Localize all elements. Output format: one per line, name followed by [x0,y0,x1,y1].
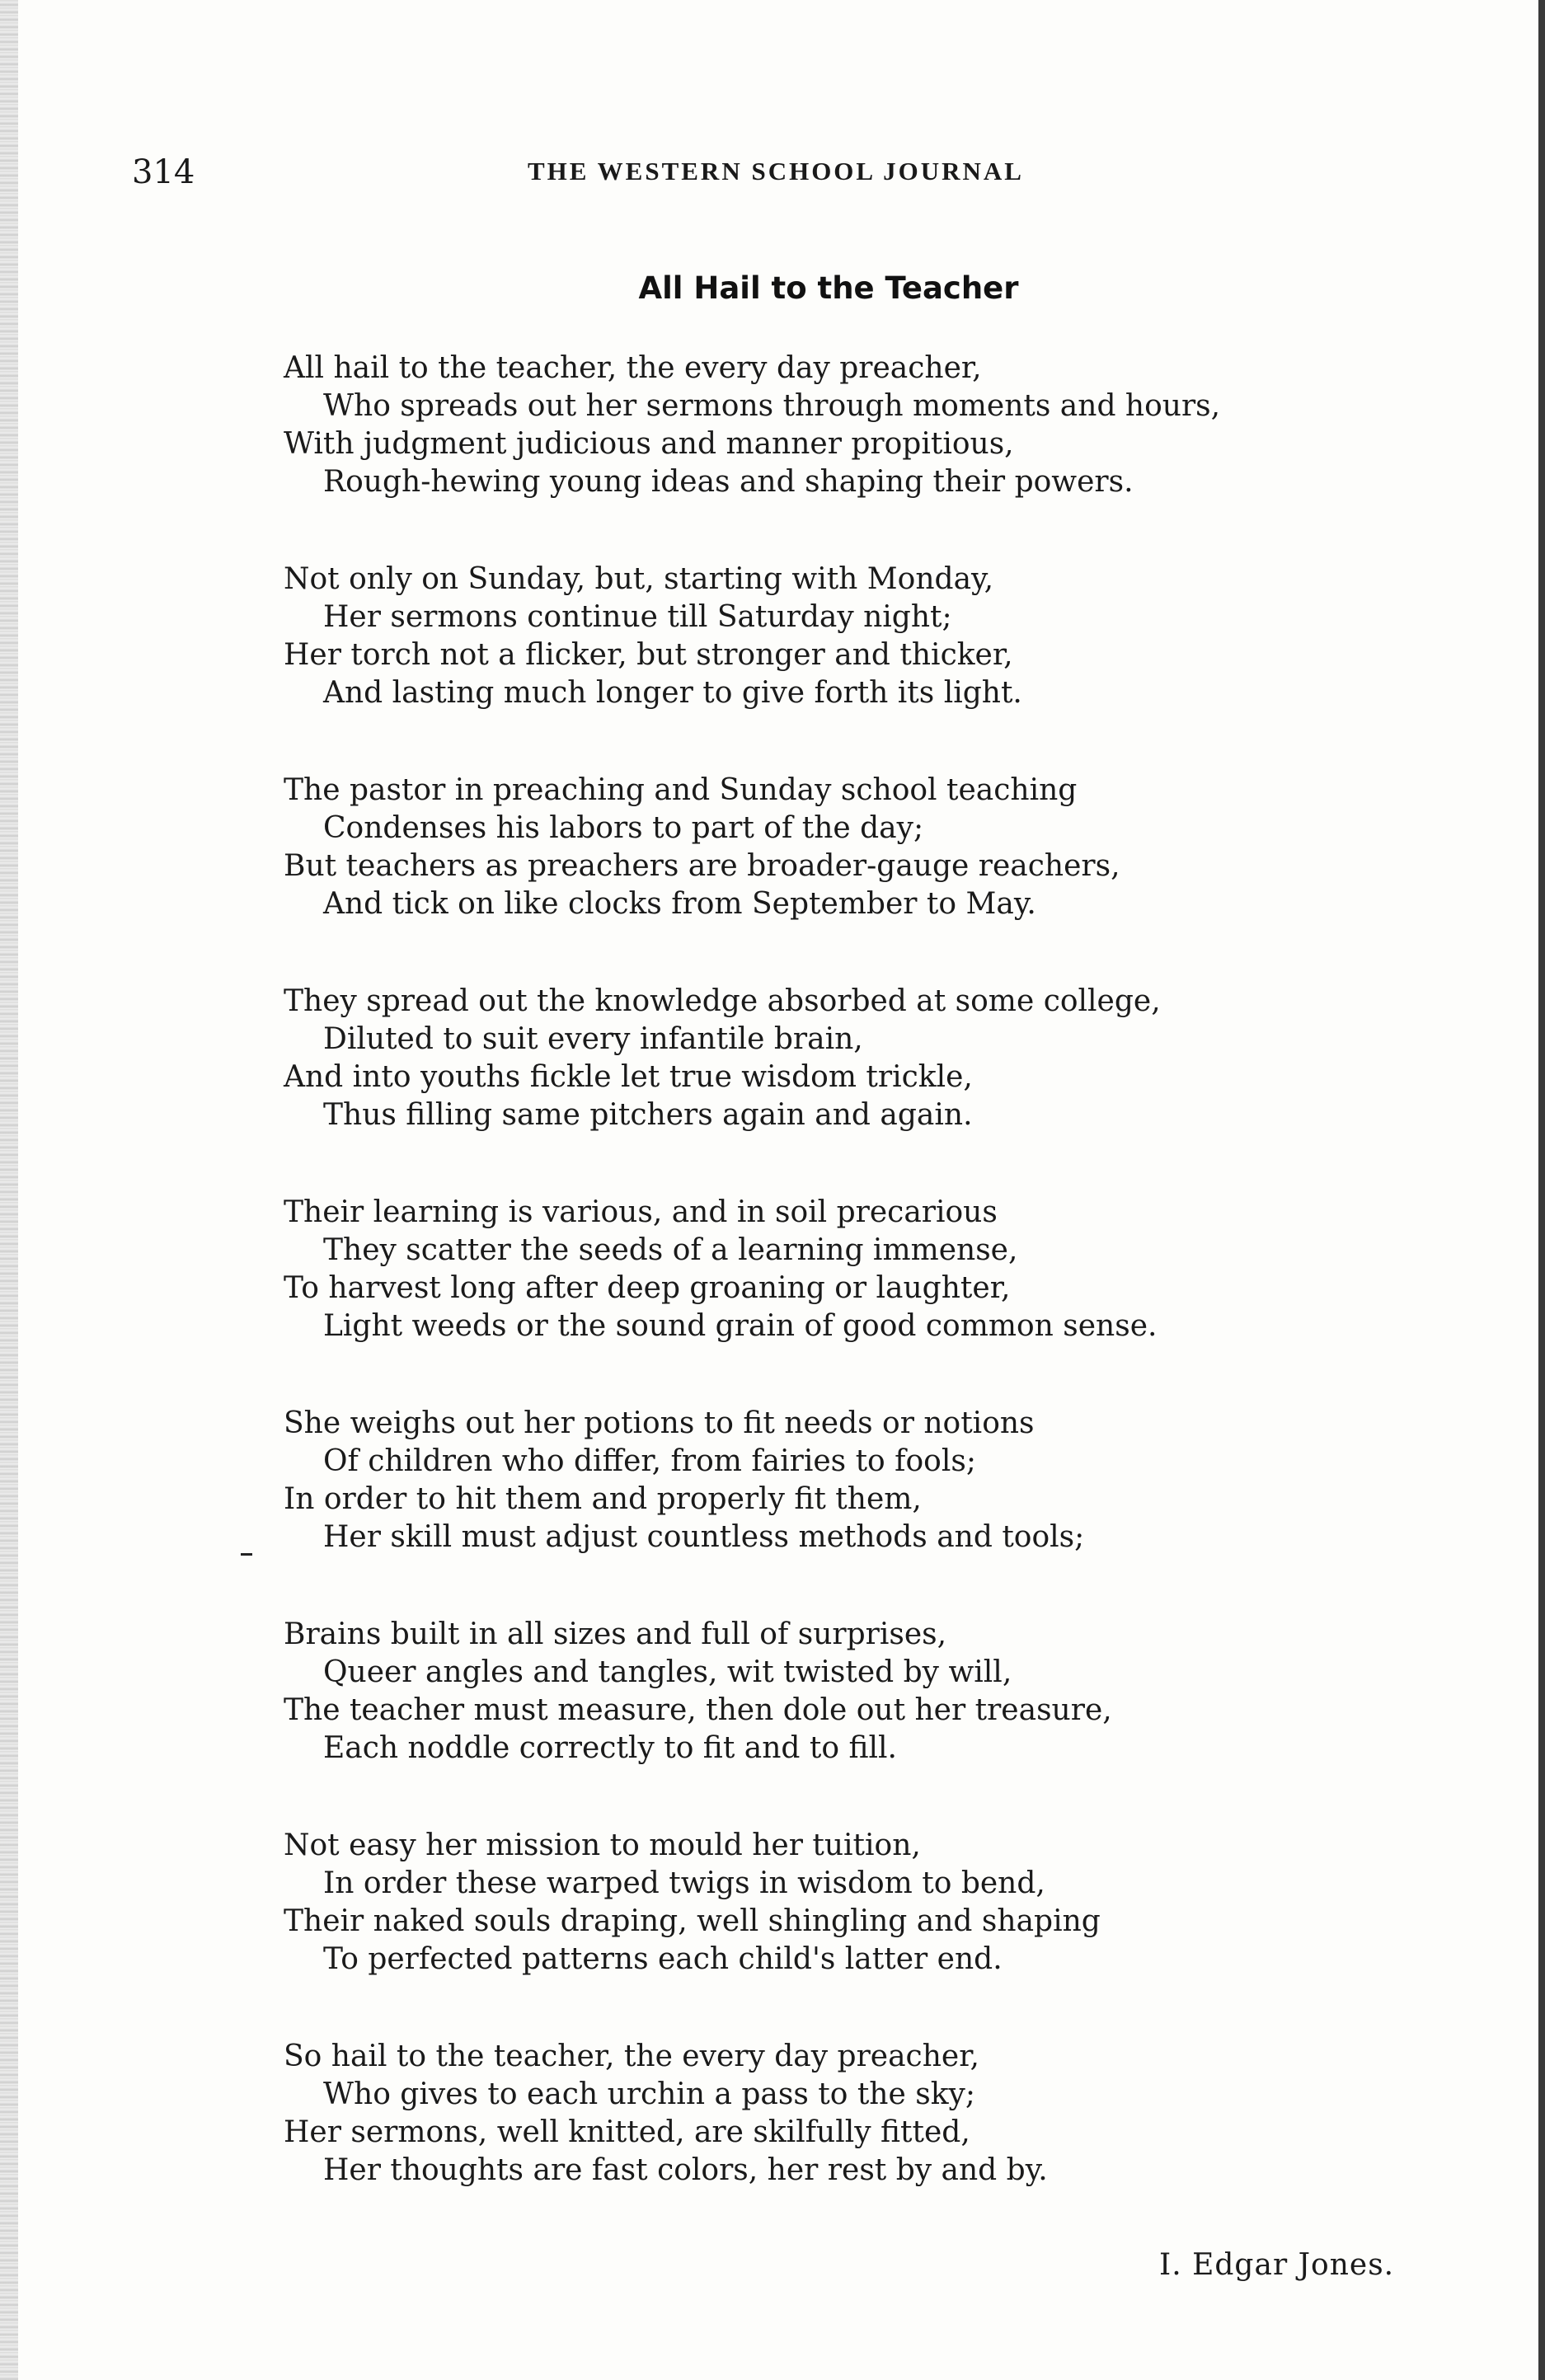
poem-line: She weighs out her potions to fit needs or notions [284,1406,1035,1440]
poem-line: Her skill must adjust countless methods and tools; [323,1520,1085,1554]
poem-line: All hail to the teacher, the every day preacher, [284,351,982,385]
poem-line: Of children who differ, from fairies to fools; [323,1444,976,1478]
poem-line: Queer angles and tangles, wit twisted by will, [323,1655,1012,1689]
poem-line: Rough-hewing young ideas and shaping their powers. [323,465,1134,499]
stanza [284,561,1454,772]
poem-line: The teacher must measure, then dole out her treasure, [284,1693,1112,1727]
binding-edge [0,0,18,2380]
journal-title: THE WESTERN SCHOOL JOURNAL [528,157,1024,185]
stanza [284,983,1454,1194]
poem-line: And into youths fickle let true wisdom trickle, [284,1060,973,1094]
poem-line: With judgment judicious and manner propitious, [284,427,1014,461]
poem-line: And lasting much longer to give forth its light. [323,676,1022,710]
poem-line: To harvest long after deep groaning or laughter, [284,1271,1011,1305]
stanza [284,2038,1454,2249]
poem-line: Their learning is various, and in soil precarious [284,1195,998,1229]
poem-line: In order these warped twigs in wisdom to bend, [323,1866,1045,1900]
poem-line: Each noddle correctly to fit and to fill. [323,1731,897,1765]
poem-line: They spread out the knowledge absorbed at some college, [284,984,1161,1018]
page-edge-shadow [1538,0,1545,2380]
page-number: 314 [132,153,195,191]
poem-title: All Hail to the Teacher [638,270,1019,306]
stanza [284,350,1454,561]
poem-line: Her sermons continue till Saturday night; [323,600,952,634]
poem-line: Brains built in all sizes and full of surprises, [284,1617,947,1651]
poem-line: To perfected patterns each child's latter end. [323,1942,1003,1976]
poem-line: Not easy her mission to mould her tuition, [284,1828,921,1862]
poem-line: Not only on Sunday, but, starting with Monday, [284,562,994,596]
poem-line: Her torch not a flicker, but stronger and thicker, [284,638,1013,672]
poem-line: In order to hit them and properly fit them, [284,1482,922,1516]
poem-line: Their naked souls draping, well shingling and shaping [284,1904,1101,1938]
stanza [284,1616,1454,1827]
poem-line: And tick on like clocks from September to May. [323,887,1036,921]
stanza [284,1194,1454,1405]
stanza [284,772,1454,983]
poem-line: Who gives to each urchin a pass to the sky; [323,2077,975,2111]
stanza [284,1405,1454,1616]
poem-line: Her thoughts are fast colors, her rest by and by. [323,2153,1048,2187]
poem-line: The pastor in preaching and Sunday school teaching [284,773,1078,807]
poem-line: Diluted to suit every infantile brain, [323,1022,863,1056]
poem-line: So hail to the teacher, the every day preacher, [284,2040,979,2073]
poem-body [284,350,1454,2249]
poem-line: But teachers as preachers are broader-gauge reachers, [284,849,1120,883]
poem-line: Condenses his labors to part of the day; [323,811,924,845]
poem-author: I. Edgar Jones. [1159,2248,1395,2282]
poem-line: Her sermons, well knitted, are skilfully fitted, [284,2115,970,2149]
poem-line: Thus filling same pitchers again and again. [323,1098,973,1132]
poem-line: Who spreads out her sermons through moments and hours, [323,389,1221,423]
stanza [284,1827,1454,2038]
running-header [0,153,1545,203]
poem-line: They scatter the seeds of a learning immense, [323,1233,1018,1267]
poem-line: Light weeds or the sound grain of good common sense. [323,1309,1158,1343]
margin-mark [241,1553,252,1556]
